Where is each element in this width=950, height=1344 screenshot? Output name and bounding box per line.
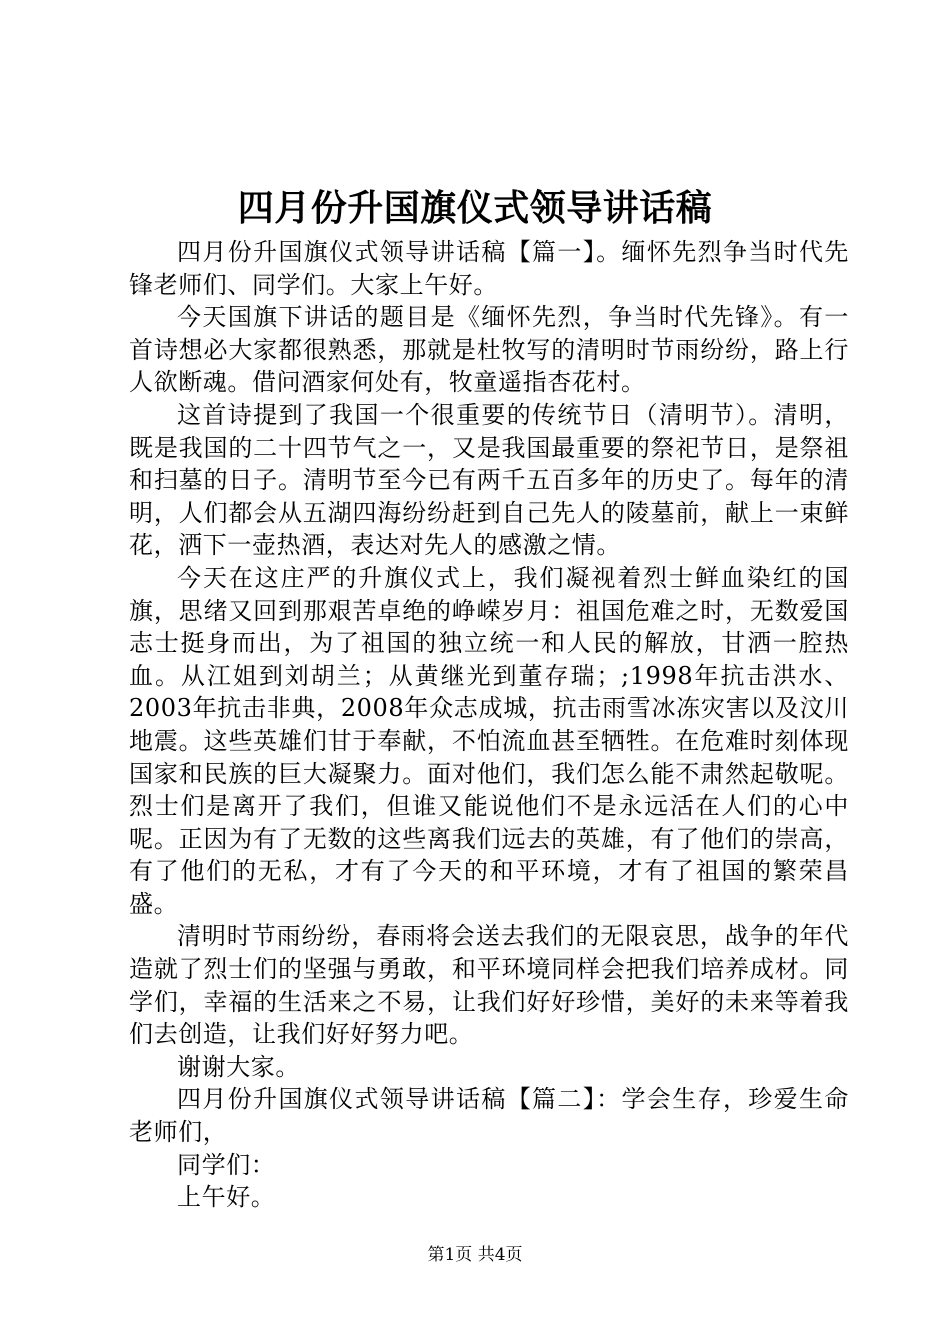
paragraph-5: 清明时节雨纷纷，春雨将会送去我们的无限哀思，战争的年代造就了烈士们的坚强与勇敢，和平环境同样会把我们培养成材。同学们，幸福的生活来之不易，让我们好好珍惜，美好的未来等着我们去创造，让我们好好努力吧。 bbox=[129, 922, 849, 1049]
paragraph-6: 谢谢大家。 bbox=[177, 1052, 300, 1081]
document-body bbox=[129, 236, 849, 1214]
paragraph-7: 四月份升国旗仪式领导讲话稿【篇二】：学会生存，珍爱生命老师们， bbox=[129, 1085, 849, 1147]
paragraph-9: 上午好。 bbox=[177, 1183, 276, 1212]
paragraph-2: 今天国旗下讲话的题目是《缅怀先烈，争当时代先锋》。有一首诗想必大家都很熟悉，那就是杜牧写的清明时节雨纷纷，路上行人欲断魂。借问酒家何处有，牧童遥指杏花村。 bbox=[129, 303, 849, 397]
document-title: 四月份升国旗仪式领导讲话稿 bbox=[237, 187, 713, 229]
paragraph-3: 这首诗提到了我国一个很重要的传统节日（清明节）。清明，既是我国的二十四节气之一，又是我国最重要的祭祀节日，是祭祖和扫墓的日子。清明节至今已有两千五百多年的历史了。每年的清明，人们都会从五湖四海纷纷赶到自己先人的陵墓前，献上一束鲜花，洒下一壶热酒，表达对先人的感激之情。 bbox=[129, 400, 849, 560]
page-number-footer: 第1页 共4页 bbox=[427, 1245, 523, 1265]
paragraph-4: 今天在这庄严的升旗仪式上，我们凝视着烈士鲜血染红的国旗，思绪又回到那艰苦卓绝的峥嵘岁月：祖国危难之时，无数爱国志士挺身而出，为了祖国的独立统一和人民的解放，甘洒一腔热血。从江姐到刘胡兰；从黄继光到董存瑞；;1998年抗击洪水、2003年抗击非典，2008年众志成城，抗击雨雪冰冻灾害以及汶川地震。这些英雄们甘于奉献，不怕流血甚至牺牲。在危难时刻体现国家和民族的巨大凝聚力。面对他们，我们怎么能不肃然起敬呢。烈士们是离开了我们，但谁又能说他们不是永远活在人们的心中呢。正因为有了无数的这些离我们远去的英雄，有了他们的崇高，有了他们的无私，才有了今天的和平环境，才有了祖国的繁荣昌盛。 bbox=[129, 563, 849, 918]
paragraph-1: 四月份升国旗仪式领导讲话稿【篇一】。缅怀先烈争当时代先锋老师们、同学们。大家上午好。 bbox=[129, 238, 849, 299]
paragraph-8: 同学们： bbox=[177, 1150, 276, 1179]
